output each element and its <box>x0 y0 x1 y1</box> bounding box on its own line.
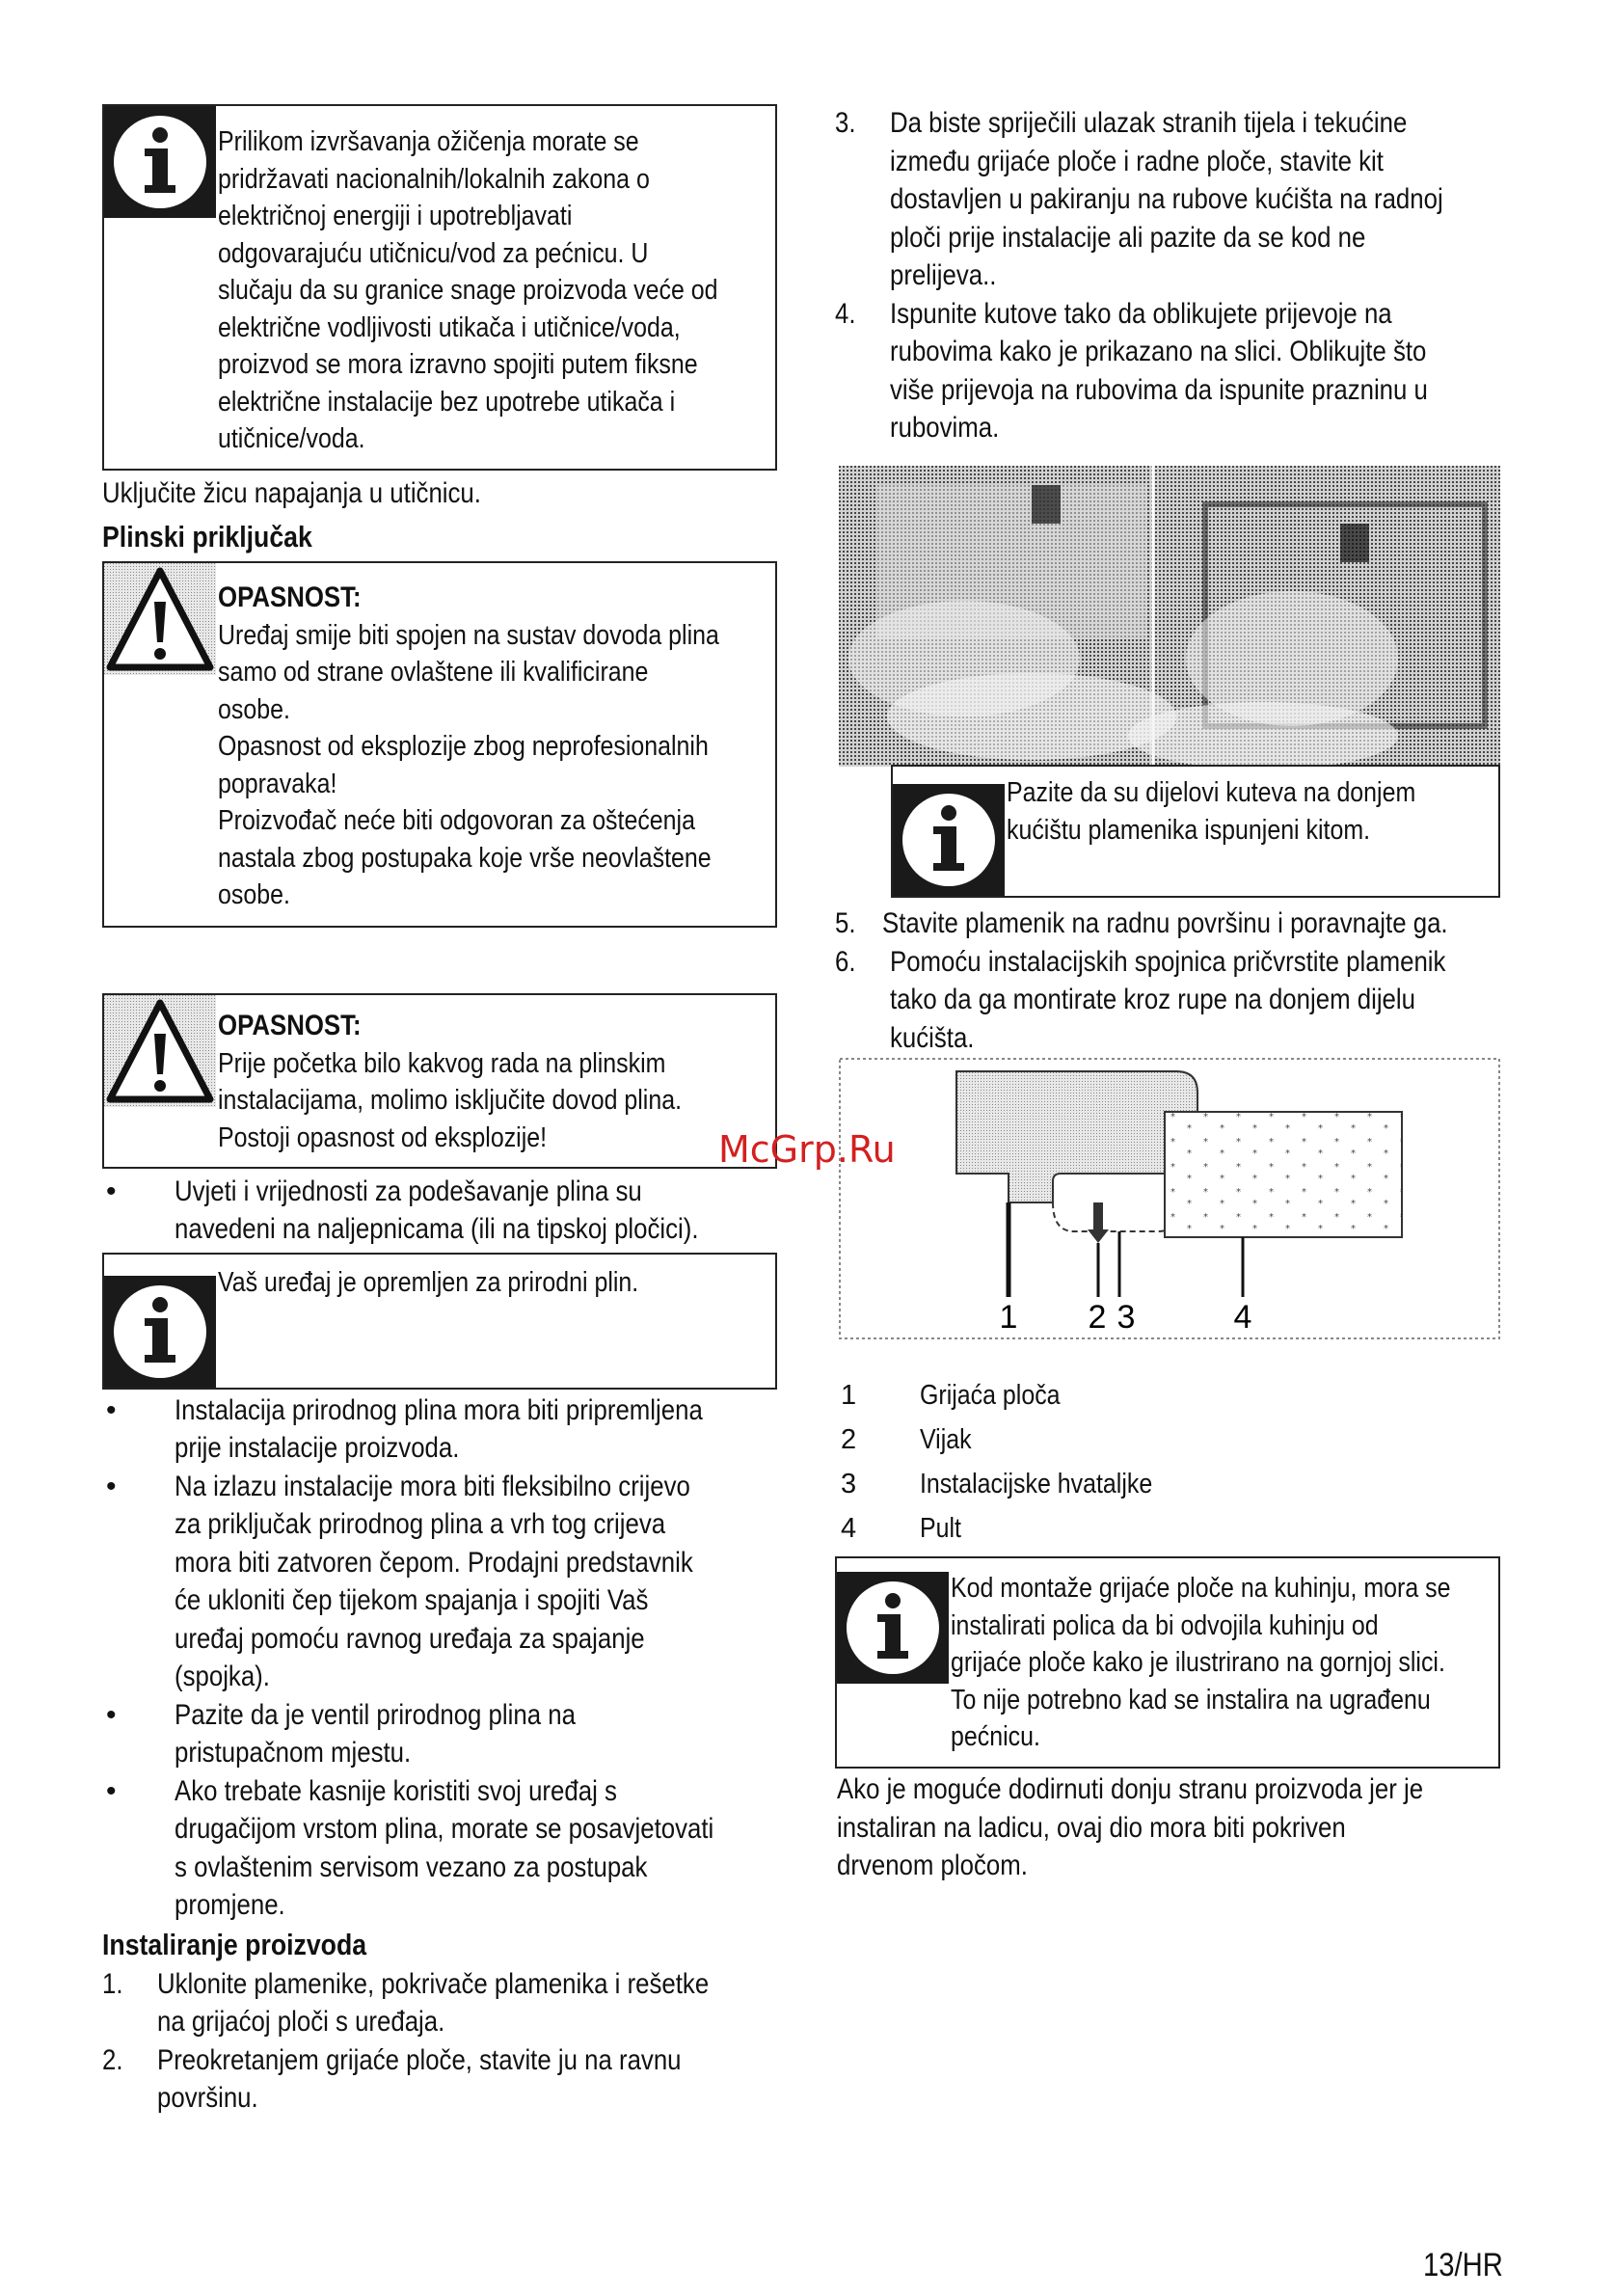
step-number: 6. <box>835 945 856 978</box>
bullet-line: s ovlaštenim servisom vezano za postupak <box>175 1850 648 1883</box>
legend-row <box>835 1506 1510 1551</box>
info-text-line: Vaš uređaj je opremljen za prirodni plin. <box>218 1266 639 1298</box>
danger-text-line: instalacijama, molimo isključite dovod plina. <box>218 1085 683 1116</box>
danger-text-line: osobe. <box>218 879 290 910</box>
danger-text-line: Proizvođač neće biti odgovoran za oštećenja <box>218 805 695 836</box>
info-text-line: pećnicu. <box>951 1721 1040 1752</box>
bullet-line: mora biti zatvoren čepom. Prodajni predstavnik <box>175 1546 693 1579</box>
legend-text: Vijak <box>920 1424 972 1455</box>
bullet-dot: • <box>106 1175 117 1207</box>
diagram-label-1: 1 <box>999 1299 1018 1336</box>
step-line: Da biste spriječili ulazak stranih tijela i tekućine <box>890 107 1408 139</box>
step-number: 1. <box>102 1967 123 2000</box>
bullet-line: promjene. <box>175 1889 285 1921</box>
page-number: 13/HR <box>1423 2247 1503 2283</box>
bullet-line: Instalacija prirodnog plina mora biti pripremljena <box>175 1393 703 1426</box>
step-number: 4. <box>835 297 856 330</box>
info-text-line: Kod montaže grijaće ploče na kuhinju, mora se <box>951 1573 1451 1604</box>
bullet-line: Na izlazu instalacije mora biti fleksibilno crijevo <box>175 1470 690 1502</box>
bullet-line: Pazite da je ventil prirodnog plina na <box>175 1698 576 1731</box>
info-text-line: Pazite da su dijelovi kuteva na donjem <box>1007 777 1416 808</box>
legend-number: 3 <box>841 1469 857 1499</box>
info-box-corners <box>891 765 1500 898</box>
bullet-dot: • <box>106 1698 117 1731</box>
steps-5-6 <box>835 905 1510 1057</box>
bullet-dot: • <box>106 1470 117 1502</box>
legend-text: Pult <box>920 1513 961 1544</box>
bullet-item <box>102 1772 777 1925</box>
info-text-line: električne instalacije bez upotrebe utikača i <box>218 386 676 418</box>
step-line: između grijaće ploče i radne ploče, stavite kit <box>890 145 1384 177</box>
danger-text-line: Uređaj smije biti spojen na sustav dovoda plina <box>218 619 719 651</box>
legend-row <box>835 1373 1510 1418</box>
bullet-item <box>102 1696 777 1772</box>
info-text-line: grijaće ploče kako je ilustrirano na gornjoj slici. <box>951 1647 1445 1678</box>
watermark-text: McGrp.Ru <box>718 1128 896 1171</box>
danger-box-authorized <box>102 561 777 928</box>
danger-text-line: Opasnost od eksplozije zbog neprofesionalnih <box>218 731 709 762</box>
step-line: rubovima kako je prikazano na slici. Oblikujte što <box>890 336 1427 367</box>
bullet-line: (spojka). <box>175 1661 270 1692</box>
info-text-line: Prilikom izvršavanja ožičenja morate se <box>218 126 639 157</box>
plug-instruction: Uključite žicu napajanja u utičnicu. <box>102 477 481 509</box>
warning-triangle-icon <box>104 563 216 675</box>
info-box-shelf <box>835 1556 1500 1769</box>
step-line: Stavite plamenik na radnu površinu i poravnajte ga. <box>882 907 1448 939</box>
closing-line: Ako je moguće dodirnuti donju stranu proizvoda jer je <box>837 1773 1424 1805</box>
info-icon <box>104 1276 216 1388</box>
legend-text: Grijaća ploča <box>920 1380 1061 1411</box>
step-line: Uklonite plamenike, pokrivače plamenika i rešetke <box>157 1967 710 2000</box>
legend-row <box>835 1418 1510 1462</box>
closing-line: instaliran na ladicu, ovaj dio mora biti pokriven <box>837 1811 1346 1844</box>
bullet-item <box>102 1468 777 1696</box>
numbered-step <box>835 295 1510 447</box>
legend-number: 2 <box>841 1424 857 1455</box>
danger-text-line: nastala zbog postupaka koje vrše neovlaštene <box>218 842 712 874</box>
info-icon <box>837 1572 949 1684</box>
numbered-step <box>102 2041 777 2118</box>
info-box-wiring <box>102 104 777 471</box>
step-line: dostavljen u pakiranju na rubove kućišta na radnoj <box>890 183 1443 215</box>
screw-shape <box>1093 1202 1103 1229</box>
danger-title: OPASNOST: <box>218 581 362 613</box>
diagram-label-2: 2 <box>1088 1299 1107 1336</box>
info-icon <box>893 784 1005 896</box>
step-number: 5. <box>835 907 856 939</box>
info-text-line: instalirati polica da bi odvojila kuhinju od <box>951 1609 1379 1641</box>
diagram-label-4: 4 <box>1233 1299 1252 1336</box>
bullet-line: pristupačnom mjestu. <box>175 1737 412 1769</box>
info-text-line: To nije potrebno kad se instalira na ugrađenu <box>951 1684 1431 1715</box>
legend-text: Instalacijske hvataljke <box>920 1469 1153 1499</box>
bullet-dot: • <box>106 1393 117 1426</box>
diagram-label-3: 3 <box>1116 1299 1136 1336</box>
info-text-line: proizvod se mora izravno spojiti putem fiksne <box>218 349 698 380</box>
bullet-item <box>102 1391 777 1468</box>
step-line: rubovima. <box>890 412 1000 444</box>
warning-triangle-icon <box>104 995 216 1107</box>
info-text-line: električne vodljivosti utikača i utičnice/voda, <box>218 311 681 343</box>
left-column <box>102 104 777 2118</box>
info-text-line: kućištu plamenika ispunjeni kitom. <box>1007 814 1371 846</box>
step-line: na grijaćoj ploči s uređaja. <box>157 2006 445 2038</box>
legend-row <box>835 1462 1510 1506</box>
gas-connection-heading: Plinski priključak <box>102 519 312 554</box>
bullet-line: će ukloniti čep tijekom spajanja i spojiti Vaš <box>175 1584 649 1616</box>
info-box-natural-gas <box>102 1253 777 1390</box>
step-line: površinu. <box>157 2082 258 2114</box>
step-line: tako da ga montirate kroz rupe na donjem dijelu <box>890 984 1415 1015</box>
info-text-line: slučaju da su granice snage proizvoda veće od <box>218 275 718 306</box>
info-icon <box>104 106 216 218</box>
danger-text-line: popravaka! <box>218 768 337 799</box>
right-column <box>835 104 1510 447</box>
countertop-shape <box>1165 1112 1402 1237</box>
danger-text-line: samo od strane ovlaštene ili kvalificirane <box>218 657 649 688</box>
bullet-line: Ako trebate kasnije koristiti svoj uređaj s <box>175 1774 617 1807</box>
info-text-line: pridržavati nacionalnih/lokalnih zakona o <box>218 163 650 195</box>
info-text-line: električnoj energiji i upotrebljavati <box>218 201 573 231</box>
info-text-line: odgovarajuću utičnicu/vod za pećnicu. U <box>218 237 649 269</box>
bullet-dot: • <box>106 1774 117 1807</box>
numbered-step <box>835 104 1510 295</box>
legend-number: 1 <box>841 1380 857 1411</box>
bullet-item <box>102 1173 777 1249</box>
bullet-line: drugačijom vrstom plina, morate se posavjetovati <box>175 1813 714 1845</box>
danger-title: OPASNOST: <box>218 1009 362 1041</box>
step-line: Pomoću instalacijskih spojnica pričvrstite plamenik <box>890 945 1446 978</box>
danger-text-line: Postoji opasnost od eksplozije! <box>218 1121 548 1153</box>
bullet-list <box>102 1391 777 1925</box>
numbered-step <box>835 905 1510 943</box>
danger-text-line: Prije početka bilo kakvog rada na plinskim <box>218 1047 666 1079</box>
sealant-corner-photo <box>839 466 1500 767</box>
step-line: kućišta. <box>890 1021 975 1054</box>
closing-line: drvenom pločom. <box>837 1850 1028 1881</box>
closing-paragraph <box>837 1770 1512 1885</box>
bullet-line: navedeni na naljepnicama (ili na tipskoj pločici). <box>175 1213 699 1245</box>
step-line: Preokretanjem grijaće ploče, stavite ju na ravnu <box>157 2043 682 2076</box>
numbered-step <box>835 943 1510 1058</box>
legend-number: 4 <box>841 1513 857 1544</box>
bullet-line: Uvjeti i vrijednosti za podešavanje plina su <box>175 1175 642 1207</box>
step-line: ploči prije instalacije ali pazite da se kod ne <box>890 221 1366 254</box>
numbered-step <box>102 1965 777 2041</box>
danger-text-line: osobe. <box>218 693 290 725</box>
installation-diagram <box>839 1058 1500 1339</box>
bullet-line: uređaj pomoću ravnog uređaja za spajanje <box>175 1622 645 1655</box>
step-number: 2. <box>102 2043 123 2076</box>
danger-box-explosion <box>102 993 777 1169</box>
step-line: prelijeva.. <box>890 259 997 291</box>
step-line: više prijevoja na rubovima da ispunite prazninu u <box>890 373 1428 406</box>
bullet-line: prije instalacije proizvoda. <box>175 1432 460 1464</box>
install-heading: Instaliranje proizvoda <box>102 1927 367 1961</box>
bullet-line: za priključak prirodnog plina a vrh tog crijeva <box>175 1508 666 1540</box>
diagram-legend <box>835 1373 1510 1551</box>
info-text-line: utičnice/voda. <box>218 423 365 454</box>
step-line: Ispunite kutove tako da oblikujete prijevoje na <box>890 297 1392 330</box>
step-number: 3. <box>835 107 856 139</box>
